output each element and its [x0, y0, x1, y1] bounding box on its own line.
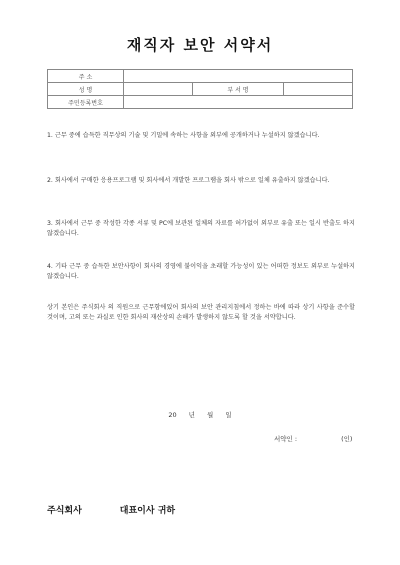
seal-mark: (인)	[341, 435, 353, 443]
name-label: 성 명	[48, 83, 124, 96]
recipient-label: 대표이사 귀하	[119, 506, 176, 516]
resident-number-label: 주민등록번호	[48, 96, 124, 109]
date-line: 20 년 월 일	[168, 411, 232, 419]
company-label: 주식회사	[47, 506, 82, 516]
address-field[interactable]	[124, 70, 353, 83]
resident-number-field[interactable]	[124, 96, 353, 109]
clause-4: 4. 기타 근무 중 습득한 보안사항이 회사의 경영에 불이익을 초래할 가능성이 있는 어떠한 정보도 외부로 누설하지 않겠습니다.	[47, 263, 355, 280]
resident-number-row	[48, 96, 353, 109]
recipient-line	[47, 503, 175, 516]
clause-1: 1. 근무 중에 습득한 직무상의 기술 및 기밀에 속하는 사항을 외부에 공개하거나 누설하지 않겠습니다.	[47, 132, 320, 139]
name-field[interactable]	[124, 83, 193, 96]
page-title: 재직자 보안 서약서	[126, 36, 274, 54]
signature-line	[274, 434, 352, 443]
personal-info-table	[47, 69, 353, 109]
name-row	[48, 83, 353, 96]
signer-label: 서약인 :	[274, 435, 298, 443]
pledge-statement: 상기 본인은 주식회사 의 직원으로 근무함에있어 회사의 보안 관리지침에서 정하는 바에 따라 상기 사항을 준수할 것이며, 고의 또는 과실로 인한 회사의 재산상의 손해가 발생하지 않도록 할 것을 서약합니다.	[47, 304, 355, 321]
address-label: 주 소	[48, 70, 124, 83]
clause-3: 3. 회사에서 근무 중 작성한 각종 서류 및 PC에 보관된 일체의 자료를 허가없이 외부로 유출 또는 일시 반출도 하지 않겠습니다.	[47, 220, 355, 237]
address-row	[48, 70, 353, 83]
department-field[interactable]	[284, 83, 353, 96]
department-label: 부 서 명	[193, 83, 284, 96]
clause-2: 2. 회사에서 구매한 응용프로그램 및 회사에서 개발한 프로그램을 회사 밖으로 일체 유출하지 않겠습니다.	[47, 177, 330, 184]
